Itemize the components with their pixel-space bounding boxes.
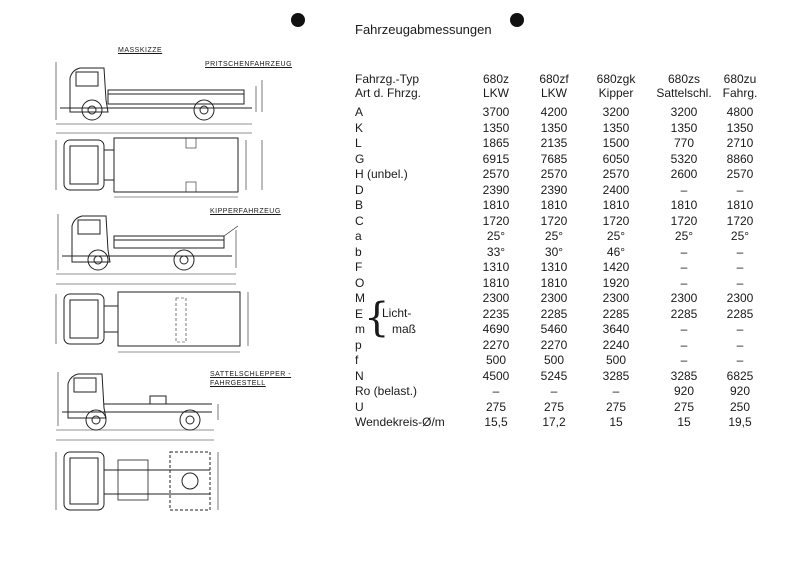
row-label: O — [355, 275, 365, 290]
table-row — [355, 183, 795, 198]
row-value: – — [736, 337, 744, 352]
table-row — [355, 152, 795, 167]
row-value: 2300 — [726, 291, 754, 305]
row-label: f — [355, 353, 359, 367]
row-value: 3285 — [602, 368, 630, 383]
row-value: 15,5 — [484, 415, 508, 429]
table-row — [355, 121, 795, 136]
row-label: L — [355, 136, 362, 150]
row-label: N — [355, 368, 364, 383]
row-value: 2285 — [540, 306, 568, 321]
table-row — [355, 415, 795, 430]
table-row — [355, 260, 795, 275]
caption-sattel-1: SATTELSCHLEPPER - — [210, 371, 292, 378]
table-title: Fahrzeugabmessungen — [355, 22, 492, 37]
table-row — [355, 369, 795, 384]
row-value: 25° — [674, 229, 694, 243]
row-value: 1350 — [602, 120, 630, 135]
row-value: 920 — [673, 384, 695, 398]
table-row — [355, 105, 795, 120]
mass-note: maß — [392, 322, 416, 336]
row-value: 2285 — [670, 306, 698, 321]
row-value: 30° — [544, 244, 564, 259]
row-value: – — [736, 322, 744, 336]
row-value: 1500 — [602, 136, 630, 150]
row-value: 250 — [729, 399, 751, 414]
row-value: 1720 — [602, 213, 630, 228]
row-value: 6050 — [602, 151, 630, 166]
row-value: 1720 — [726, 213, 754, 228]
kind-label: Art d. Fhrzg. — [355, 86, 422, 100]
row-value: – — [492, 384, 500, 398]
row-value: 5460 — [540, 322, 568, 336]
table-row — [355, 198, 795, 213]
col-kind: LKW — [482, 86, 509, 100]
row-value: 1810 — [482, 275, 510, 290]
row-value: 275 — [673, 399, 695, 414]
row-value: 275 — [605, 399, 627, 414]
row-value: 2570 — [726, 167, 754, 181]
row-value: 15 — [677, 415, 691, 429]
row-value: 19,5 — [728, 415, 752, 429]
row-value: 3200 — [602, 105, 630, 119]
table-row — [355, 307, 795, 322]
caption-kipper: KIPPERFAHRZEUG — [210, 208, 281, 215]
row-value: 3285 — [670, 368, 698, 383]
row-label: Ro (belast.) — [355, 384, 418, 398]
row-label: M — [355, 291, 365, 305]
row-value: 2300 — [602, 291, 630, 305]
row-value: – — [680, 337, 688, 352]
sattel-top-view — [56, 452, 218, 510]
row-value: 2570 — [482, 167, 510, 181]
row-value: 3200 — [670, 105, 698, 119]
row-value: – — [612, 384, 620, 398]
row-label: U — [355, 399, 364, 414]
row-value: 1810 — [482, 198, 510, 212]
row-value: – — [736, 260, 744, 274]
row-value: 2400 — [602, 182, 630, 197]
row-value: 1810 — [670, 198, 698, 212]
punch-hole-right — [510, 13, 524, 27]
row-value: 2570 — [602, 167, 630, 181]
row-value: 1350 — [540, 120, 568, 135]
col-kind: Fahrg. — [722, 86, 758, 100]
row-value: 25° — [486, 229, 506, 243]
row-value: 7685 — [540, 151, 568, 166]
row-value: 500 — [605, 353, 627, 367]
row-label: D — [355, 182, 364, 197]
row-value: 275 — [543, 399, 565, 414]
row-value: 4200 — [540, 105, 568, 119]
row-value: 2270 — [540, 337, 568, 352]
col-type: 680zu — [723, 72, 757, 86]
header-kind-row — [355, 86, 795, 101]
col-kind: Sattelschl. — [656, 86, 712, 100]
row-value: 2600 — [670, 167, 698, 181]
row-value: – — [680, 244, 688, 259]
row-value: 2285 — [726, 306, 754, 321]
row-value: 2235 — [482, 306, 510, 321]
table-row — [355, 245, 795, 260]
row-value: 6825 — [726, 368, 754, 383]
row-value: 25° — [544, 229, 564, 243]
row-label: H (unbel.) — [355, 167, 408, 181]
row-value: 2240 — [602, 337, 630, 352]
row-value: 1810 — [602, 198, 630, 212]
row-value: – — [680, 353, 688, 367]
row-value: – — [736, 244, 744, 259]
row-value: 4500 — [482, 368, 510, 383]
table-row — [355, 276, 795, 291]
kipper-top-view — [56, 292, 248, 352]
row-value: 1310 — [482, 260, 510, 274]
row-value: 1720 — [540, 213, 568, 228]
caption-masskizze: MASSKIZZE — [118, 47, 163, 54]
row-value: 920 — [729, 384, 751, 398]
row-value: – — [736, 275, 744, 290]
row-value: 2570 — [540, 167, 568, 181]
row-value: – — [736, 353, 744, 367]
header-type-row — [355, 72, 795, 87]
row-value: 275 — [485, 399, 507, 414]
row-value: 1310 — [540, 260, 568, 274]
row-value: – — [736, 182, 744, 197]
table-row — [355, 322, 795, 337]
row-label: E — [355, 306, 364, 321]
table-row — [355, 353, 795, 368]
table-row — [355, 291, 795, 306]
row-value: 2285 — [602, 306, 630, 321]
row-value: 2390 — [540, 182, 568, 197]
row-value: 5320 — [670, 151, 698, 166]
row-value: 1920 — [602, 275, 630, 290]
licht-note: Licht- — [382, 306, 412, 320]
row-value: – — [680, 322, 688, 336]
pritschen-side-view — [56, 62, 262, 133]
caption-pritschen: PRITSCHENFAHRZEUG — [205, 61, 293, 68]
table-row — [355, 167, 795, 182]
type-label: Fahrzg.-Typ — [355, 72, 420, 86]
row-value: 1810 — [726, 198, 754, 212]
row-label: G — [355, 151, 365, 166]
technical-drawings — [0, 0, 340, 561]
row-value: 1350 — [482, 120, 510, 135]
licht-brace: { — [364, 295, 390, 341]
table-row — [355, 229, 795, 244]
table-row — [355, 338, 795, 353]
row-value: 1810 — [540, 198, 568, 212]
row-value: 1865 — [482, 136, 510, 150]
row-value: 1720 — [482, 213, 510, 228]
row-value: 2300 — [670, 291, 698, 305]
row-value: 770 — [673, 136, 695, 150]
sattel-side-view — [56, 372, 218, 440]
row-label: Wendekreis-Ø/m — [355, 415, 445, 429]
row-value: 25° — [730, 229, 750, 243]
row-label: A — [355, 105, 364, 119]
row-value: 17,2 — [542, 415, 566, 429]
row-value: 1420 — [602, 260, 630, 274]
row-value: 2390 — [482, 182, 510, 197]
row-value: – — [550, 384, 558, 398]
col-type: 680z — [482, 72, 510, 86]
row-value: – — [680, 260, 688, 274]
row-value: 500 — [543, 353, 565, 367]
row-value: 2710 — [726, 136, 754, 150]
col-type: 680zgk — [596, 72, 636, 86]
row-value: 1350 — [670, 120, 698, 135]
row-value: 1350 — [726, 120, 754, 135]
row-label: p — [355, 337, 362, 352]
table-row — [355, 214, 795, 229]
row-label: K — [355, 120, 364, 135]
row-label: C — [355, 213, 364, 228]
row-value: 25° — [606, 229, 626, 243]
col-kind: LKW — [540, 86, 567, 100]
row-label: b — [355, 244, 362, 259]
row-value: 8860 — [726, 151, 754, 166]
row-label: F — [355, 260, 363, 274]
row-value: 3700 — [482, 105, 510, 119]
row-value: 1720 — [670, 213, 698, 228]
row-value: – — [680, 275, 688, 290]
row-label: B — [355, 198, 364, 212]
table-row — [355, 384, 795, 399]
table-row — [355, 400, 795, 415]
row-value: 2300 — [482, 291, 510, 305]
row-value: 2270 — [482, 337, 510, 352]
row-value: 5245 — [540, 368, 568, 383]
row-value: – — [680, 182, 688, 197]
row-value: 4690 — [482, 322, 510, 336]
row-value: 2135 — [540, 136, 568, 150]
col-kind: Kipper — [598, 86, 634, 100]
row-label: m — [355, 322, 365, 336]
row-label: a — [355, 229, 362, 243]
truck-drawings-svg — [0, 0, 340, 561]
table-row — [355, 136, 795, 151]
row-value: 15 — [609, 415, 623, 429]
col-type: 680zs — [667, 72, 701, 86]
col-type: 680zf — [539, 72, 569, 86]
row-value: 1810 — [540, 275, 568, 290]
row-value: 4800 — [726, 105, 754, 119]
row-value: 500 — [485, 353, 507, 367]
row-value: 2300 — [540, 291, 568, 305]
pritschen-top-view — [56, 138, 262, 197]
row-value: 6915 — [482, 151, 510, 166]
kipper-side-view — [56, 214, 238, 284]
row-value: 33° — [486, 244, 506, 259]
row-value: 3640 — [602, 322, 630, 336]
caption-sattel-2: FAHRGESTELL — [210, 380, 266, 387]
row-value: 46° — [606, 244, 626, 259]
